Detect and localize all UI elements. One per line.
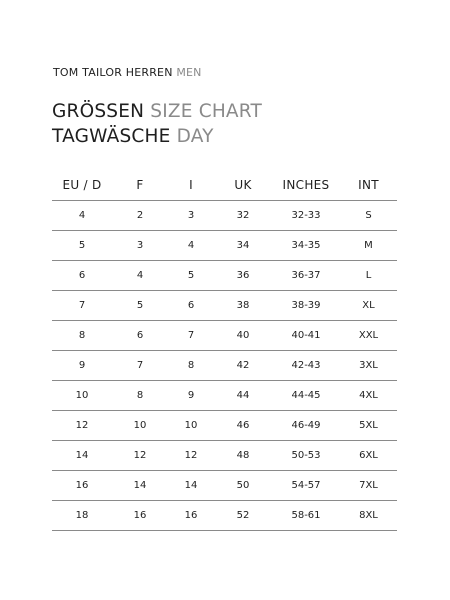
cell-eu-d: 6 — [78, 270, 86, 281]
cell-i: 14 — [184, 480, 198, 491]
cell-eu-d: 8 — [78, 330, 86, 341]
brand-category: MEN — [176, 66, 202, 79]
table-header — [52, 170, 397, 201]
cell-int: XL — [362, 300, 375, 311]
table-row — [52, 291, 397, 321]
page-subtitle — [52, 128, 214, 147]
table-row — [52, 441, 397, 471]
cell-eu-d: 10 — [75, 390, 89, 401]
cell-inches: 54-57 — [291, 480, 321, 491]
cell-f: 14 — [133, 480, 147, 491]
cell-i: 3 — [187, 210, 195, 221]
cell-uk: 46 — [236, 420, 250, 431]
cell-eu-d: 5 — [78, 240, 86, 251]
cell-f: 4 — [136, 270, 144, 281]
cell-f: 7 — [136, 360, 144, 371]
table-row — [52, 471, 397, 501]
cell-i: 6 — [187, 300, 195, 311]
cell-uk: 38 — [236, 300, 250, 311]
cell-eu-d: 12 — [75, 420, 89, 431]
cell-int: 6XL — [359, 450, 378, 461]
table-row — [52, 201, 397, 231]
title-german: GRÖSSEN — [52, 101, 145, 122]
table-row — [52, 351, 397, 381]
cell-eu-d: 9 — [78, 360, 86, 371]
table-row — [52, 231, 397, 261]
cell-uk: 40 — [236, 330, 250, 341]
cell-f: 16 — [133, 510, 147, 521]
cell-uk: 48 — [236, 450, 250, 461]
cell-uk: 52 — [236, 510, 250, 521]
cell-int: 8XL — [359, 510, 378, 521]
header-f: F — [136, 178, 144, 192]
header-uk: UK — [234, 178, 252, 192]
cell-eu-d: 18 — [75, 510, 89, 521]
cell-f: 2 — [136, 210, 144, 221]
cell-i: 10 — [184, 420, 198, 431]
size-table — [52, 170, 397, 531]
cell-inches: 34-35 — [291, 240, 321, 251]
cell-int: 5XL — [359, 420, 378, 431]
table-row — [52, 381, 397, 411]
table-row — [52, 321, 397, 351]
cell-uk: 42 — [236, 360, 250, 371]
cell-int: S — [365, 210, 372, 221]
cell-i: 5 — [187, 270, 195, 281]
cell-inches: 32-33 — [291, 210, 321, 221]
cell-eu-d: 4 — [78, 210, 86, 221]
cell-int: 7XL — [359, 480, 378, 491]
header-i: I — [189, 178, 193, 192]
brand-name: TOM TAILOR HERREN — [53, 66, 173, 79]
cell-inches: 36-37 — [291, 270, 321, 281]
title-english: SIZE CHART — [150, 101, 263, 122]
cell-inches: 40-41 — [291, 330, 321, 341]
subtitle-german: TAGWÄSCHE — [52, 126, 171, 147]
cell-i: 12 — [184, 450, 198, 461]
subtitle-english: DAY — [176, 126, 214, 147]
cell-uk: 44 — [236, 390, 250, 401]
cell-inches: 44-45 — [291, 390, 321, 401]
cell-inches: 58-61 — [291, 510, 321, 521]
cell-int: M — [364, 240, 373, 251]
table-row — [52, 261, 397, 291]
cell-inches: 46-49 — [291, 420, 321, 431]
header-inches: INCHES — [282, 178, 330, 192]
cell-i: 16 — [184, 510, 198, 521]
table-row — [52, 501, 397, 531]
cell-eu-d: 7 — [78, 300, 86, 311]
cell-int: L — [365, 270, 372, 281]
cell-f: 6 — [136, 330, 144, 341]
cell-uk: 50 — [236, 480, 250, 491]
cell-f: 3 — [136, 240, 144, 251]
cell-inches: 38-39 — [291, 300, 321, 311]
header-int: INT — [358, 178, 379, 192]
cell-int: 4XL — [359, 390, 378, 401]
table-row — [52, 411, 397, 441]
cell-uk: 32 — [236, 210, 250, 221]
cell-f: 10 — [133, 420, 147, 431]
cell-i: 9 — [187, 390, 195, 401]
cell-f: 5 — [136, 300, 144, 311]
cell-i: 8 — [187, 360, 195, 371]
cell-f: 12 — [133, 450, 147, 461]
brand-line — [53, 66, 202, 79]
cell-uk: 36 — [236, 270, 250, 281]
cell-eu-d: 14 — [75, 450, 89, 461]
cell-i: 7 — [187, 330, 195, 341]
cell-int: 3XL — [359, 360, 378, 371]
cell-inches: 50-53 — [291, 450, 321, 461]
cell-uk: 34 — [236, 240, 250, 251]
cell-inches: 42-43 — [291, 360, 321, 371]
header-eu-d: EU / D — [62, 178, 102, 192]
cell-eu-d: 16 — [75, 480, 89, 491]
cell-i: 4 — [187, 240, 195, 251]
cell-f: 8 — [136, 390, 144, 401]
cell-int: XXL — [358, 330, 379, 341]
page-title — [52, 103, 262, 122]
